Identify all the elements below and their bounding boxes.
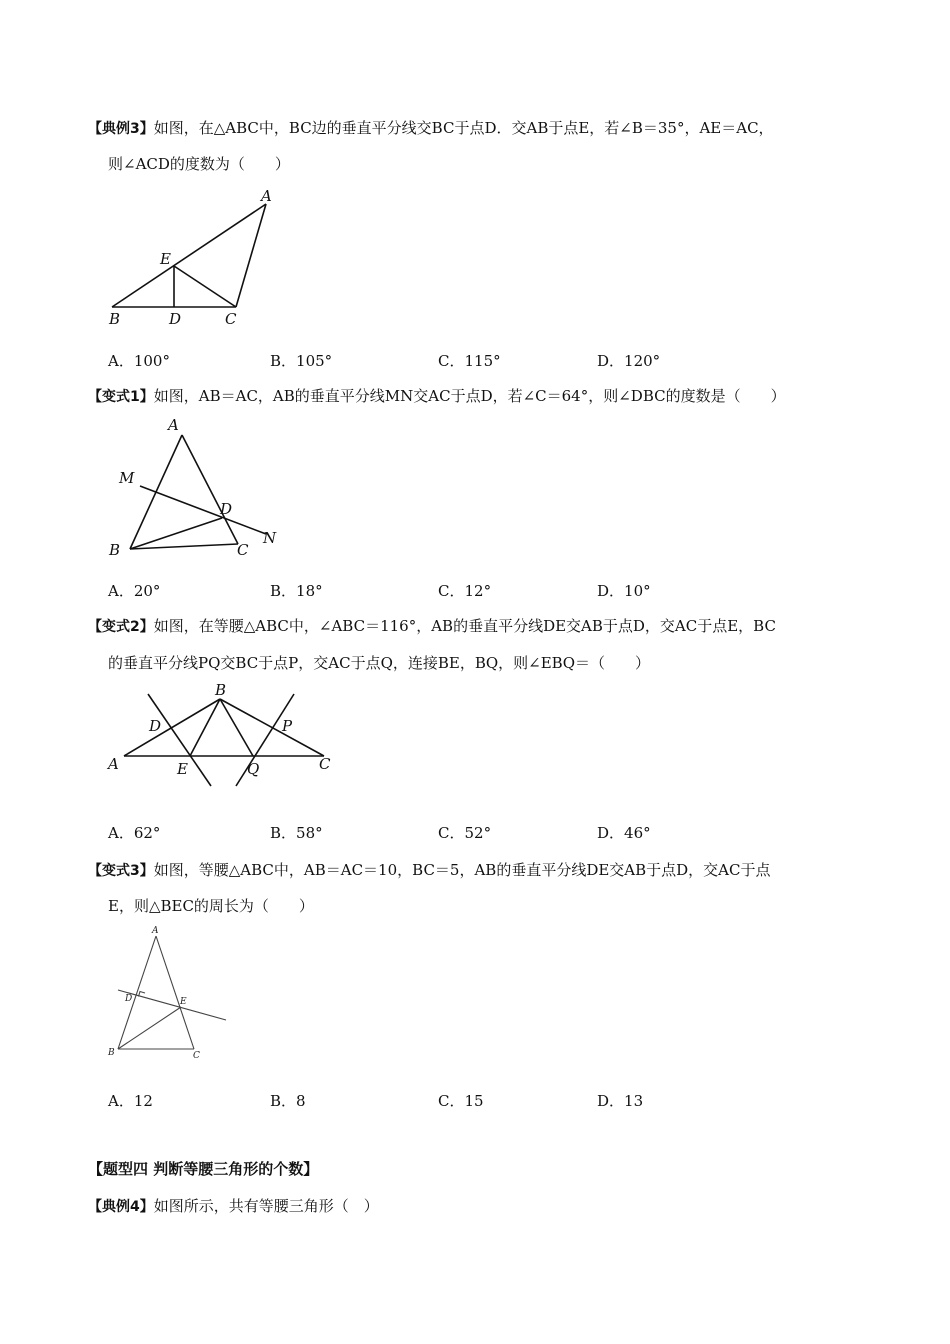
q2-label-A: A (168, 416, 179, 434)
q5-text-line1 (88, 1196, 379, 1217)
q1-text-line2: 则∠ACD的度数为（ ） (108, 155, 290, 173)
q1-figure (100, 180, 300, 335)
q1-text-line1 (88, 118, 774, 139)
q4-label-E: E (180, 997, 187, 1007)
q4-option-d[interactable]: D．13 (597, 1092, 644, 1110)
q2-label-C: C (237, 541, 249, 559)
q4-option-a[interactable]: A．12 (108, 1092, 153, 1110)
q5-tag: 【典例4】 (88, 1199, 154, 1215)
q3-figure (100, 680, 340, 790)
q3-tag: 【变式2】 (88, 619, 154, 635)
q3-label-C: C (319, 755, 331, 773)
q4-label-C: C (193, 1051, 200, 1061)
q2-option-a[interactable]: A．20° (108, 582, 161, 600)
q3-option-d[interactable]: D．46° (597, 824, 651, 842)
q1-tag: 【典例3】 (88, 121, 154, 137)
q4-label-B: B (108, 1048, 115, 1058)
q1-option-b[interactable]: B．105° (270, 352, 333, 370)
q5-stem: 如图所示，共有等腰三角形（ ） (153, 1197, 379, 1215)
q4-label-A: A (152, 926, 159, 936)
q2-label-N: N (263, 529, 277, 547)
q2-option-b[interactable]: B．18° (270, 582, 323, 600)
q1-label-E: E (160, 250, 171, 268)
q3-option-b[interactable]: B．58° (270, 824, 323, 842)
q2-option-d[interactable]: D．10° (597, 582, 651, 600)
q3-label-D: D (149, 717, 162, 735)
q4-stem: 如图，等腰△ABC中，AB＝AC＝10，BC＝5，AB的垂直平分线DE交AB于点D，交AC于点 (153, 861, 771, 879)
q3-text-line2: 的垂直平分线PQ交BC于点P，交AC于点Q，连接BE，BQ，则∠EBQ＝（ ） (108, 654, 651, 672)
q2-figure (100, 412, 300, 562)
q1-option-d[interactable]: D．120° (597, 352, 661, 370)
q3-label-P: P (282, 717, 293, 735)
q3-text-line1 (88, 616, 776, 637)
q2-tag: 【变式1】 (88, 389, 154, 405)
q3-option-a[interactable]: A．62° (108, 824, 161, 842)
q4-text-line1 (88, 860, 771, 881)
q3-label-B: B (215, 681, 227, 699)
q3-stem: 如图，在等腰△ABC中，∠ABC＝116°，AB的垂直平分线DE交AB于点D，交AC于点E，BC (153, 617, 776, 635)
q4-text-line2: E，则△BEC的周长为（ ） (108, 897, 314, 915)
q1-label-C: C (225, 310, 237, 328)
q1-stem: 如图，在△ABC中，BC边的垂直平分线交BC于点D．交AB于点E，若∠B＝35°，AE＝AC， (153, 119, 774, 137)
q4-option-c[interactable]: C．15 (438, 1092, 484, 1110)
q4-figure (100, 922, 240, 1067)
q2-stem: 如图，AB＝AC，AB的垂直平分线MN交AC于点D，若∠C＝64°，则∠DBC的度数是（ ） (153, 387, 786, 405)
q3-label-A: A (108, 755, 119, 773)
q2-option-c[interactable]: C．12° (438, 582, 492, 600)
q4-label-D: D (125, 994, 133, 1004)
q2-text-line1 (88, 386, 786, 407)
q2-label-D: D (220, 500, 233, 518)
q1-label-A: A (261, 187, 272, 205)
q3-option-c[interactable]: C．52° (438, 824, 492, 842)
section-heading: 【题型四 判断等腰三角形的个数】 (88, 1160, 319, 1178)
q2-label-B: B (109, 541, 121, 559)
q4-tag: 【变式3】 (88, 863, 154, 879)
q1-option-a[interactable]: A．100° (108, 352, 170, 370)
q1-option-c[interactable]: C．115° (438, 352, 501, 370)
q3-label-Q: Q (247, 760, 260, 778)
q3-label-E: E (177, 760, 188, 778)
q1-label-B: B (109, 310, 121, 328)
q2-label-M: M (119, 469, 135, 487)
q1-label-D: D (169, 310, 182, 328)
q4-option-b[interactable]: B．8 (270, 1092, 306, 1110)
